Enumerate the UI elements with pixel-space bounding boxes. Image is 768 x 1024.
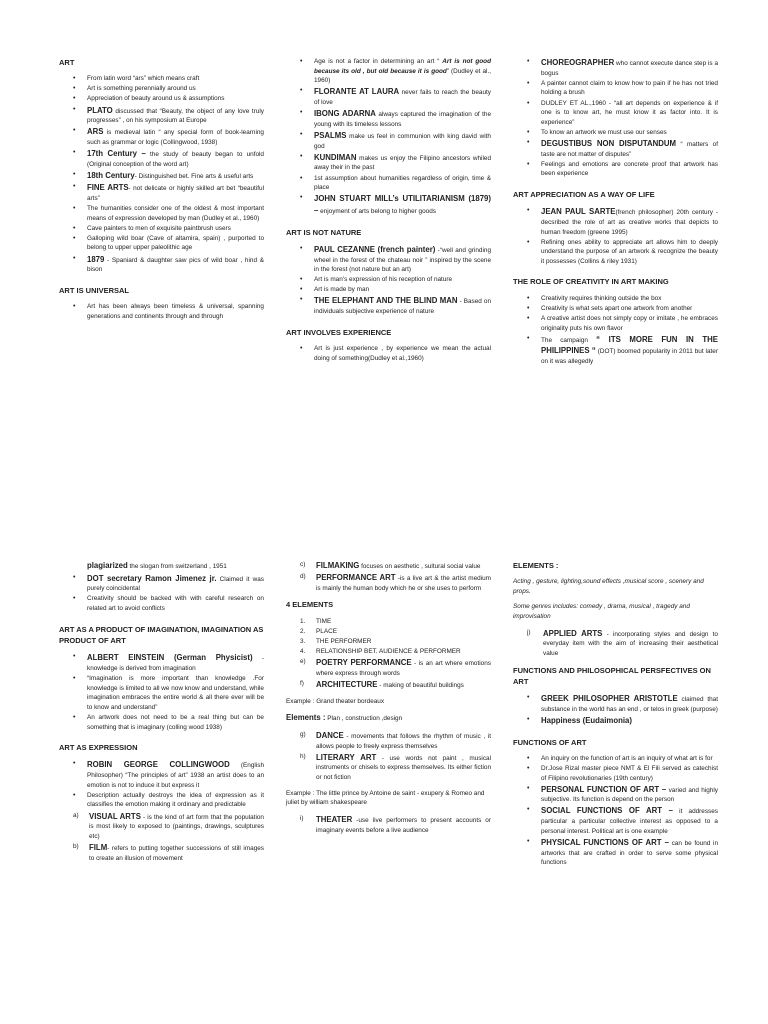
choreographer-list <box>513 57 718 179</box>
item-term: IBONG ADARNA <box>314 109 376 119</box>
bullet-item <box>314 174 491 193</box>
item-term: 18th Century <box>87 170 135 180</box>
bullet-item <box>87 674 264 712</box>
bullet-item <box>87 254 264 275</box>
bullet-item <box>314 108 491 129</box>
age-list <box>286 57 491 217</box>
item-text: Art has been always been timeless & universal, spanning generations and continents through and through <box>87 303 264 320</box>
bullet-item <box>87 170 264 182</box>
item-text: - Spaniard & daughter saw pics of wild boar , hind & bison <box>87 256 264 274</box>
item-text: Cave painters to men of exquisite paintbrush users <box>87 224 231 232</box>
item-text: An inquiry on the function of art is an inquiry of what art is for <box>541 754 713 762</box>
upper-column-3 <box>513 57 718 377</box>
item-text: ” (Dudley et al., 1960) <box>314 67 491 85</box>
item-term: APPLIED ARTS <box>543 628 603 638</box>
item-text: Age is not a factor in determining an art “ <box>314 58 443 65</box>
bullet-item <box>541 128 718 138</box>
item-text: - knowledge is derived from imagination <box>87 655 264 672</box>
lettered-item <box>300 572 491 593</box>
art-list <box>59 74 264 275</box>
item-text: can be found in artworks that are crafted in order to serve some physical functions <box>541 839 718 867</box>
universal-list <box>59 302 264 321</box>
bullet-item <box>541 304 718 314</box>
bullet-item <box>87 224 264 234</box>
elements-line: Elements : Plan , construction ,design <box>286 713 403 723</box>
bullet-item <box>87 302 264 321</box>
item-marker: b) <box>73 842 79 850</box>
item-term: FINE ARTS <box>87 183 129 193</box>
item-term: PHYSICAL FUNCTIONS OF ART – <box>541 837 669 847</box>
item-text: DUDLEY ET AL.,1960 - “all art depends on experience & if one is to know art, he must know it as factor into. It is experience” <box>541 99 718 126</box>
item-text: - is an art where emotions where express through words <box>316 660 491 677</box>
item-text: makes us enjoy the Filipino ancestors whiled away their in the past <box>314 154 491 172</box>
bullet-item <box>314 57 491 86</box>
item-text: Creativity is what sets apart one artwork from another <box>541 304 693 312</box>
bullet-item <box>87 182 264 203</box>
item-text: Feelings and emotions are concrete proof that artwork has been experience <box>541 160 718 178</box>
item-marker: i) <box>300 814 304 822</box>
bullet-item <box>87 105 264 126</box>
item-text: - making of beautiful buildings <box>377 681 464 689</box>
bullet-item <box>87 652 264 673</box>
bullet-item <box>87 126 264 147</box>
item-term: PERFORMANCE ART <box>316 573 396 583</box>
bullet-item <box>314 86 491 107</box>
dot-list <box>59 573 264 614</box>
item-text: - Distinguished bet. Fine arts & useful arts <box>134 172 254 180</box>
item-term: JOHN STUART MILL’s UTILITARIANISM (1879) – <box>314 194 491 215</box>
art-forms-list-ef <box>286 657 491 690</box>
item-term: DEGUSTIBUS NON DISPUTANDUM <box>541 138 677 148</box>
item-text: is medieval latin “ any special form of book-learning such as grammar or logic (Collingwood, 1938) <box>87 129 264 147</box>
bullet-item <box>87 94 264 104</box>
item-term: 17th Century – <box>87 149 146 159</box>
item-text: discussed that “Beauty, the object of any love truly progresses” , on his symposium at Europe <box>87 107 264 125</box>
item-text: An artwork does not need to be a real thing but can be something that is imaginary (colling wood 1938) <box>87 713 264 731</box>
item-marker: 4. <box>300 648 306 656</box>
bullet-item <box>87 594 264 613</box>
art-forms-list-ab <box>59 811 264 864</box>
item-text: - movements that follows the rhythm of music , it allows people to freely express themselves <box>316 732 491 750</box>
bullet-item <box>314 244 491 275</box>
item-text: Art is made by man <box>314 286 370 294</box>
art-forms-list-gh <box>286 730 491 783</box>
heading-art-involves-experience: ART INVOLVES EXPERIENCE <box>286 327 392 337</box>
continued-text: plagiarized the slogan from switzerland , 1951 <box>87 561 227 570</box>
imagination-list <box>59 652 264 732</box>
item-text: -is a live art & the artist medium is mainly the human body which he or she uses to perform <box>316 575 491 592</box>
bullet-item <box>314 295 491 316</box>
item-term: KUNDIMAN <box>314 152 357 162</box>
heading-role-of-creativity: THE ROLE OF CREATIVITY IN ART MAKING <box>513 277 669 287</box>
heading-art-is-not-nature: ART IS NOT NATURE <box>286 227 362 237</box>
heading-art-is-universal: ART IS UNIVERSAL <box>59 285 130 295</box>
heading-elements: ELEMENTS : <box>513 561 559 570</box>
bullet-item <box>541 57 718 78</box>
item-term: ARCHITECTURE <box>316 679 378 689</box>
aristotle-list <box>513 693 718 726</box>
item-text: Description actually destroys the idea of expression as it classifies the emotion making it ordinary and predictable <box>87 791 264 809</box>
lettered-item <box>300 560 491 572</box>
item-text: Creativity requires thinking outside the box <box>541 294 662 302</box>
item-marker: 3. <box>300 637 306 645</box>
lettered-item <box>73 811 264 842</box>
bullet-item <box>541 99 718 128</box>
item-text: To know an artwork we must use our senses <box>541 128 667 136</box>
bullet-item <box>314 344 491 363</box>
item-term: 1879 <box>87 254 105 264</box>
item-term: FILM <box>89 842 108 852</box>
item-text: always captured the imagination of the young with its timeless lessons <box>314 111 492 128</box>
item-text: Art is something perennially around us <box>87 85 196 93</box>
item-text: The campaign <box>541 336 597 344</box>
item-text: - refers to putting together successions of still images to create an illusion of movement <box>89 844 264 862</box>
item-text: Art is man’s expression of his reception of nature <box>314 276 453 284</box>
item-marker: 1. <box>300 617 306 625</box>
bullet-item <box>314 152 491 173</box>
item-text: - not delicate or highly skilled art bet “beautiful arts” <box>87 185 264 202</box>
bullet-item <box>541 206 718 237</box>
item-term: “ ITS MORE FUN IN THE PHILIPPINES “ <box>541 334 718 356</box>
lower-column-3 <box>513 560 718 878</box>
bullet-item <box>541 837 718 868</box>
bullet-item <box>87 791 264 810</box>
item-term: SOCIAL FUNCTIONS OF ART – <box>541 806 673 816</box>
item-marker: c) <box>300 561 306 568</box>
item-marker: d) <box>300 573 306 581</box>
item-text: “ matters of taste are not matter of disputes” <box>541 140 718 158</box>
item-text: -use live performers to present accounts or imaginary events before a live audience <box>316 816 491 834</box>
item-text: A creative artist does not simply copy or imitate , he embraces originality puts his own flavor <box>541 314 718 332</box>
lettered-item <box>73 842 264 863</box>
art-forms-list-i <box>286 814 491 835</box>
item-text: varied and highly subjective. Its function is depend on the person <box>541 786 719 804</box>
expression-list <box>59 759 264 810</box>
bullet-item <box>541 764 718 783</box>
bullet-item <box>541 160 718 179</box>
bullet-item <box>314 285 491 295</box>
item-text: Galloping wild boar (Cave of altamira, spain) , purported to belong to upper upper paleolithic age <box>87 234 264 252</box>
lettered-item <box>300 752 491 783</box>
bullet-item <box>541 138 718 159</box>
item-text: - incorporating styles and design to everyday item with the aim of increasing their aesthetical value <box>543 630 718 657</box>
item-term: GREEK PHILOSOPHER ARISTOTLE <box>541 694 678 704</box>
bullet-item <box>87 204 264 223</box>
item-text: (DOT) boomed popularity in 2011 but later on it was allegedly <box>541 348 718 366</box>
item-term: DANCE <box>316 730 344 740</box>
upper-column-2 <box>286 57 491 373</box>
item-term: PERSONAL FUNCTION OF ART – <box>541 784 667 794</box>
bullet-item <box>541 314 718 333</box>
item-text: A painter cannot claim to know how to pain if he has not tried holding a brush <box>541 79 718 97</box>
item-text: Appreciation of beauty around us & assumptions <box>87 95 225 103</box>
item-term: Happiness (Eudaimonia) <box>541 715 632 725</box>
item-marker: h) <box>300 752 306 760</box>
item-text: (french philosopher) 20th century -decsribed the role of art as creative works that depicts to human freedom (greene 1995) <box>541 209 719 236</box>
genres-paragraph: Some genres includes: comedy , drama, musical , tragedy and improvisation <box>513 603 690 621</box>
item-text: 1st assumption about humanities regardless of origin, time & place <box>314 174 491 192</box>
bullet-item <box>541 334 718 367</box>
item-text: “Imagination is more important than knowledge .For knowledge is limited to all we now know and understand, while imagination embraces the entire world & all there ever will be to know and understand” <box>87 675 264 711</box>
bullet-item <box>541 754 718 764</box>
item-term: VISUAL ARTS <box>89 811 141 821</box>
item-text: PLACE <box>316 627 337 635</box>
item-text: make us feel in communion with king david with god <box>314 132 491 150</box>
lettered-item <box>300 814 491 835</box>
item-marker: j) <box>527 628 531 636</box>
bullet-item <box>314 193 491 216</box>
art-forms-list-cd <box>286 560 491 593</box>
bullet-item <box>87 234 264 253</box>
item-term: THEATER <box>316 814 353 824</box>
item-term: LITERARY ART <box>316 752 377 762</box>
bullet-item <box>87 573 264 594</box>
lettered-item <box>300 730 491 751</box>
lettered-item <box>300 657 491 678</box>
heading-functions-perspectives: FUNCTIONS AND PHILOSOPHICAL PERSFECTIVES ON ART <box>513 665 711 686</box>
example-bordeaux: Example : Grand theater bordeaux <box>286 697 385 705</box>
item-text: The humanities consider one of the oldest & most important means of expression developed by man (Dudley et al., 1960) <box>87 204 264 222</box>
item-text: TIME <box>316 617 332 625</box>
example-little-prince: Example : The little prince by Antoine de saint - exupery & Romeo and juliet by william shakespeare <box>286 789 485 807</box>
experience-list <box>286 344 491 363</box>
item-text: Claimed it was purely coincidental <box>87 575 264 593</box>
item-text: Art is not good because its old , but old because it is good <box>314 58 491 75</box>
item-term: FLORANTE AT LAURA <box>314 87 400 97</box>
item-text: claimed that substance in the world has an end , or telos in greek (purpose) <box>541 696 719 713</box>
upper-column-1 <box>59 57 264 331</box>
bullet-item <box>87 713 264 732</box>
item-marker: f) <box>300 679 304 687</box>
item-text: - use words not paint , musical instruments or chisels to express themselves. Its either fiction or not fiction <box>316 754 491 782</box>
lettered-item <box>300 637 491 647</box>
heading-functions-of-art: FUNCTIONS OF ART <box>513 737 587 747</box>
item-text: Art is just experience , by experience we mean the actual doing of something(Dudley et al.,1960) <box>314 345 491 362</box>
bullet-item <box>314 275 491 285</box>
item-text: (English Philosopher) “The principles of art” 1938 an artist does to an emotion is not to induce it but express it <box>87 762 264 789</box>
item-text: - Based on individuals subjective experience of nature <box>314 298 491 316</box>
bullet-item <box>541 693 718 714</box>
bullet-item <box>541 805 718 836</box>
lettered-item <box>300 627 491 637</box>
item-text: the study of beauty began to unfold (Original conception of the word art) <box>87 151 264 168</box>
bullet-item <box>541 784 718 805</box>
item-term: PLATO <box>87 105 113 115</box>
bullet-item <box>541 294 718 304</box>
item-term: ROBIN GEORGE COLLINGWOOD <box>87 760 230 770</box>
item-term: DOT secretary Ramon Jimenez jr. <box>87 573 217 583</box>
item-marker: 2. <box>300 627 306 635</box>
lower-column-2 <box>286 560 491 841</box>
lettered-item <box>300 617 491 627</box>
item-term: JEAN PAUL SARTE <box>541 207 616 217</box>
bullet-item <box>87 759 264 790</box>
item-text: RELATIONSHIP BET. AUDIENCE & PERFORMER <box>316 648 461 656</box>
item-text: Refining ones ability to appreciate art allows him to deeply understand the purpose of an artwork & recognize the beauty it possesses (Collins & riley 1931) <box>541 238 718 265</box>
bullet-item <box>314 130 491 151</box>
item-marker: e) <box>300 658 306 666</box>
heading-art-as-expression: ART AS EXPRESSION <box>59 743 138 753</box>
item-text: focuses on aesthetic , sultural social value <box>359 563 481 570</box>
bullet-item <box>541 715 718 727</box>
heading-4-elements: 4 ELEMENTS <box>286 600 334 610</box>
heading-art: ART <box>59 58 75 67</box>
item-text: who cannot execute dance step is a bogus <box>541 60 718 77</box>
item-term: ARS <box>87 127 104 137</box>
item-term: PAUL CEZANNE (french painter) <box>314 244 436 254</box>
item-text: THE PERFORMER <box>316 637 372 645</box>
elements-numbered-list <box>286 617 491 657</box>
bullet-item <box>87 74 264 84</box>
functions-list <box>513 754 718 868</box>
heading-imagination: ART AS A PRODUCT OF IMAGINATION, IMAGINATION AS PRODUCT OF ART <box>59 624 264 645</box>
item-text: From latin word “ars” which means craft <box>87 75 200 83</box>
lettered-item <box>527 628 718 659</box>
item-text: enjoyment of arts belong to higher goods <box>318 207 436 215</box>
item-term: FILMAKING <box>316 561 360 570</box>
way-of-life-list <box>513 206 718 266</box>
nature-list <box>286 244 491 317</box>
item-text: never fails to reach the beauty of love <box>314 89 491 107</box>
item-text: - is the kind of art form that the population is most likely to exposed to (paintings, drawings, sculptures etc) <box>89 813 264 840</box>
elements-paragraph: Acting , gesture, lighting,sound effects ,musical score , scenery and props. <box>513 578 704 595</box>
item-term: POETRY PERFORMANCE <box>316 658 412 668</box>
bullet-item <box>541 238 718 267</box>
bullet-item <box>541 79 718 98</box>
item-term: PSALMS <box>314 130 347 140</box>
item-term: THE ELEPHANT AND THE BLIND MAN <box>314 296 458 306</box>
item-term: ALBERT EINSTEIN (German Physicist) <box>87 653 253 663</box>
creativity-list <box>513 294 718 367</box>
lower-column-1 <box>59 560 264 869</box>
item-text: Dr.Jose Rizal master piece NMT & El Fili served as catechist of Filipino revolutionaries (19th century) <box>541 764 718 782</box>
lettered-item <box>300 679 491 691</box>
art-forms-list-j <box>513 628 718 659</box>
heading-way-of-life: ART APPRECIATION AS A WAY OF LIFE <box>513 189 655 199</box>
item-text: it addresses particular a particular collective interest as opposed to a personal interest. Political art is one example <box>541 808 719 835</box>
lettered-item <box>300 647 491 657</box>
item-term: CHOREOGRAPHER <box>541 58 615 67</box>
item-marker: a) <box>73 811 79 819</box>
item-text: Creativity should be backed with with careful research on related art to avoid conflicts <box>87 595 264 613</box>
bullet-item <box>87 84 264 94</box>
item-marker: g) <box>300 730 306 738</box>
item-text: -“well and grinding wheel in the forest of the chateau noir ” inspired by the scene in the forest (not nature but an art) <box>314 246 491 274</box>
bullet-item <box>87 148 264 169</box>
